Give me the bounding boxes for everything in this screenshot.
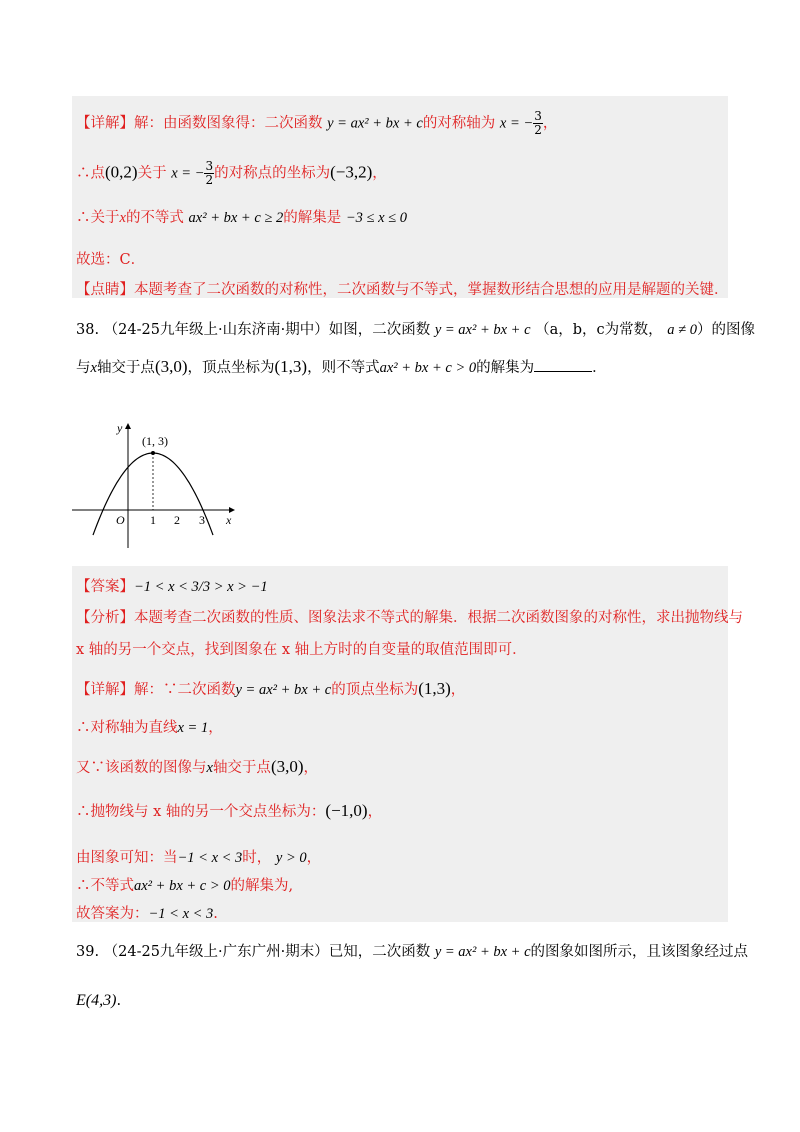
answer-blank[interactable] — [534, 359, 592, 372]
q39-line1: 39. （24-25九年级上·广东广州·期末）已知，二次函数 y = ax² + bx + c的图象如图所示，且该图象经过点 — [76, 944, 749, 960]
s38-detail-3: 又∵该函数的图像与x轴交于点(3,0)， — [76, 757, 319, 776]
origin-label: O — [116, 513, 125, 527]
tick-label: 1 — [150, 513, 156, 527]
s38-answer: 【答案】−1 < x < 3/3 > x > −1 — [76, 579, 268, 595]
s38-detail-6: ∴不等式ax² + bx + c > 0的解集为, — [76, 878, 294, 894]
q39-line2: E(4,3). — [76, 992, 122, 1009]
q38-line2: 与x轴交于点(3,0)，顶点坐标为(1,3)，则不等式ax² + bx + c > 0的解集为 ． — [76, 357, 607, 376]
answer-tag: 【答案】 — [76, 579, 134, 595]
tick-label: 2 — [174, 513, 180, 527]
s37-step2: ∴关于x的不等式 ax² + bx + c ≥ 2的解集是 −3 ≤ x ≤ 0 — [76, 210, 407, 226]
s38-analysis-1: 【分析】本题考查二次函数的性质、图象法求不等式的解集．根据二次函数图象的对称性，求出抛物线与 — [76, 610, 743, 626]
question-number: 38. — [76, 322, 100, 338]
s38-analysis-2: x 轴的另一个交点，找到图象在 x 轴上方时的自变量的取值范围即可． — [76, 642, 527, 658]
s38-detail-5: 由图象可知：当−1 < x < 3时， y > 0， — [76, 850, 322, 866]
s37-choice: 故选：C． — [76, 252, 146, 268]
s38-detail-4: ∴抛物线与 x 轴的另一个交点坐标为：(−1,0)， — [76, 801, 383, 820]
analysis-tag: 【分析】 — [76, 610, 134, 626]
question-number: 39. — [76, 944, 100, 960]
vertex-label: (1, 3) — [142, 434, 168, 448]
vertex-point — [151, 451, 155, 455]
s38-detail-1: 【详解】解：∵二次函数y = ax² + bx + c的顶点坐标为(1,3)， — [76, 679, 466, 698]
function-expr: y = ax² + bx + c — [327, 115, 423, 132]
detail-tag: 【详解】 — [76, 682, 134, 698]
tick-label: 3 — [199, 513, 205, 527]
s37-step1: ∴点(0,2)关于 x = − $\frac{3}{2}$ 的对称点的坐标为(−3,2)， — [76, 159, 387, 187]
s38-detail-2: ∴对称轴为直线x = 1， — [76, 720, 223, 736]
y-axis-label: y — [117, 421, 123, 435]
s37-detail-line: 【详解】解：由函数图象得：二次函数 y = ax² + bx + c的对称轴为 x = − $\frac{3}{2}$ ， — [76, 109, 558, 137]
fraction: $\frac{3}{2}$ — [534, 109, 542, 137]
q38-line1: 38. （24-25九年级上·山东济南·期中）如图，二次函数 y = ax² + bx + c （a，b，c为常数， a ≠ 0）的图像 — [76, 322, 756, 338]
parabola-graph — [68, 418, 248, 558]
fraction: $\frac{3}{2}$ — [205, 159, 214, 187]
detail-tag: 【详解】 — [76, 115, 134, 132]
s37-review: 【点睛】本题考查了二次函数的对称性，二次函数与不等式，掌握数形结合思想的应用是解题的关键． — [76, 282, 729, 298]
x-axis-label: x — [226, 513, 232, 527]
s38-detail-7: 故答案为：−1 < x < 3. — [76, 906, 218, 922]
